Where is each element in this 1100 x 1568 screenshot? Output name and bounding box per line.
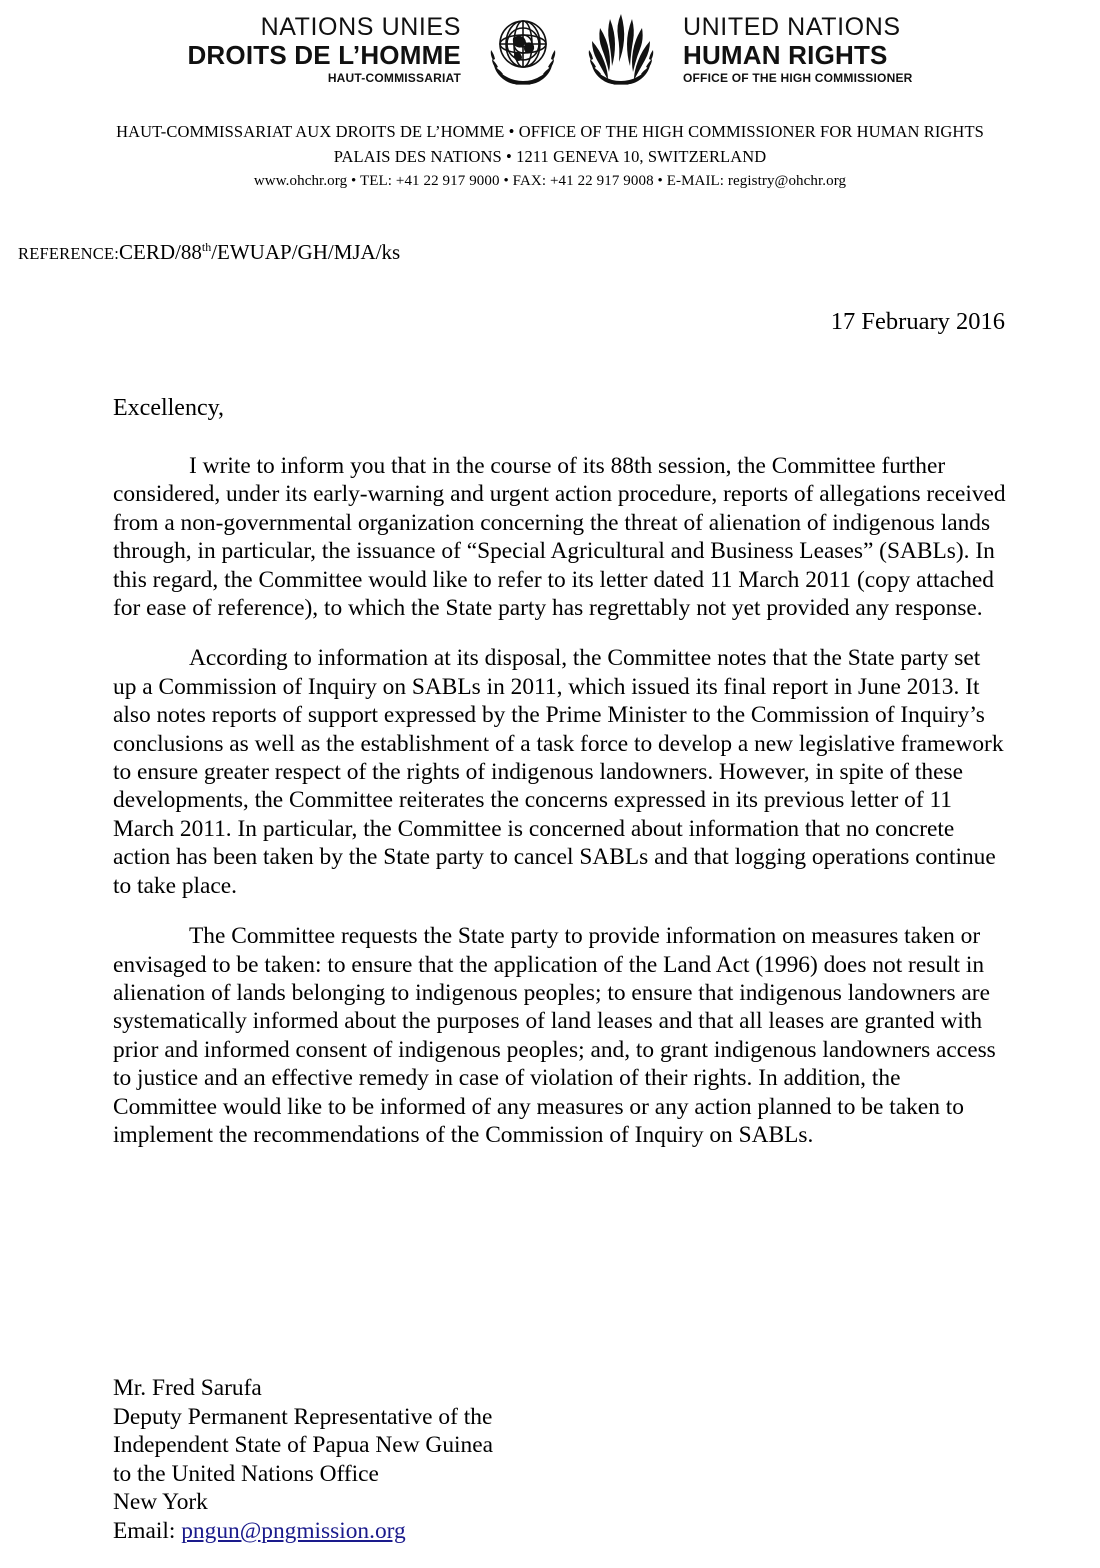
letterhead-emblems bbox=[479, 10, 665, 90]
reference-value-tail: /EWUAP/GH/MJA/ks bbox=[211, 240, 401, 264]
recipient-name: Mr. Fred Sarufa bbox=[113, 1375, 262, 1401]
letterhead-french-line3: HAUT-COMMISSARIAT bbox=[327, 71, 461, 86]
letterhead-english-line3: OFFICE OF THE HIGH COMMISSIONER bbox=[682, 71, 913, 86]
office-address-block bbox=[0, 122, 1100, 190]
reference-superscript: th bbox=[201, 240, 212, 254]
address-line-contact: www.ohchr.org • TEL: +41 22 917 9000 • FAX: +41 22 917 9008 • E-MAIL: registry@ohchr.org bbox=[253, 173, 847, 189]
letterhead-french-text bbox=[187, 15, 479, 84]
reference-value-main: CERD/88 bbox=[119, 240, 202, 264]
letterhead-french-line2: DROITS DE L’HOMME bbox=[187, 39, 461, 70]
recipient-email-row bbox=[113, 1517, 493, 1546]
letterhead-french-line1: NATIONS UNIES bbox=[260, 13, 461, 42]
address-line-location: PALAIS DES NATIONS • 1211 GENEVA 10, SWITZERLAND bbox=[333, 147, 767, 166]
recipient-title-line-2: Independent State of Papua New Guinea bbox=[113, 1432, 493, 1459]
address-line-office: HAUT-COMMISSARIAT AUX DROITS DE L’HOMME • OFFICE OF THE HIGH COMMISSIONER FOR HUMAN RIGHTS bbox=[116, 122, 984, 141]
letterhead-english-text bbox=[665, 15, 913, 84]
letterhead bbox=[0, 10, 1100, 90]
recipient-email-link[interactable]: pngun@pngmission.org bbox=[181, 1517, 406, 1544]
salutation: Excellency, bbox=[113, 395, 225, 421]
recipient-city: New York bbox=[113, 1489, 208, 1516]
body-paragraph-1: I write to inform you that in the course of its 88th session, the Committee further considered, under its early-warning and urgent action procedure, reports of allegations received from a non-governmental organization concerning the threat of alienation of indigenous lands through, in particular, the issuance of “Special Agricultural and Business Leases” (SABLs). In this regard, the Committee would like to refer to its letter dated 11 March 2011 (copy attached for ease of reference), to which the State party has regrettably not yet provided any response. bbox=[113, 453, 1006, 622]
letter-date: 17 February 2016 bbox=[830, 308, 1005, 335]
ohchr-flame-laurel-icon bbox=[577, 10, 665, 90]
un-globe-laurel-icon bbox=[479, 10, 567, 90]
letterhead-english-line1: UNITED NATIONS bbox=[682, 13, 901, 42]
body-paragraph-2: According to information at its disposal, the Committee notes that the State party set up a Commission of Inquiry on SABLs in 2011, which issued its final report in June 2013. It also notes reports of support expressed by the Prime Minister to the Commission of Inquiry’s conclusions as well as the establishment of a task force to develop a new legislative framework to ensure greater respect of the rights of indigenous landowners. However, in spite of these developments, the Committee reiterates the concerns expressed in its previous letter of 11 March 2011. In particular, the Committee is concerned about information that no concrete action has been taken by the State party to cancel SABLs and that logging operations continue to take place. bbox=[113, 645, 1004, 899]
body-paragraph-3: The Committee requests the State party to provide information on measures taken or envisaged to be taken: to ensure that the application of the Land Act (1996) does not result in alienation of lands belonging to indigenous peoples; to ensure that indigenous landowners are systematically informed about the purposes of land leases and that all leases are granted with prior and informed consent of indigenous peoples; and, to grant indigenous landowners access to justice and an effective remedy in case of violation of their rights. In addition, the Committee would like to be informed of any measures or any action planned to be taken to implement the recommendations of the Commission of Inquiry on SABLs. bbox=[113, 923, 996, 1148]
letterhead-english-line2: HUMAN RIGHTS bbox=[682, 39, 888, 70]
recipient-title-line-1: Deputy Permanent Representative of the bbox=[113, 1403, 493, 1430]
reference-line bbox=[18, 240, 400, 265]
reference-label: REFERENCE: bbox=[18, 244, 120, 263]
recipient-email-label: Email: bbox=[113, 1517, 176, 1544]
recipient-title-line-3: to the United Nations Office bbox=[113, 1460, 379, 1487]
recipient-address-block bbox=[113, 1374, 493, 1546]
letter-body bbox=[113, 452, 1006, 1149]
